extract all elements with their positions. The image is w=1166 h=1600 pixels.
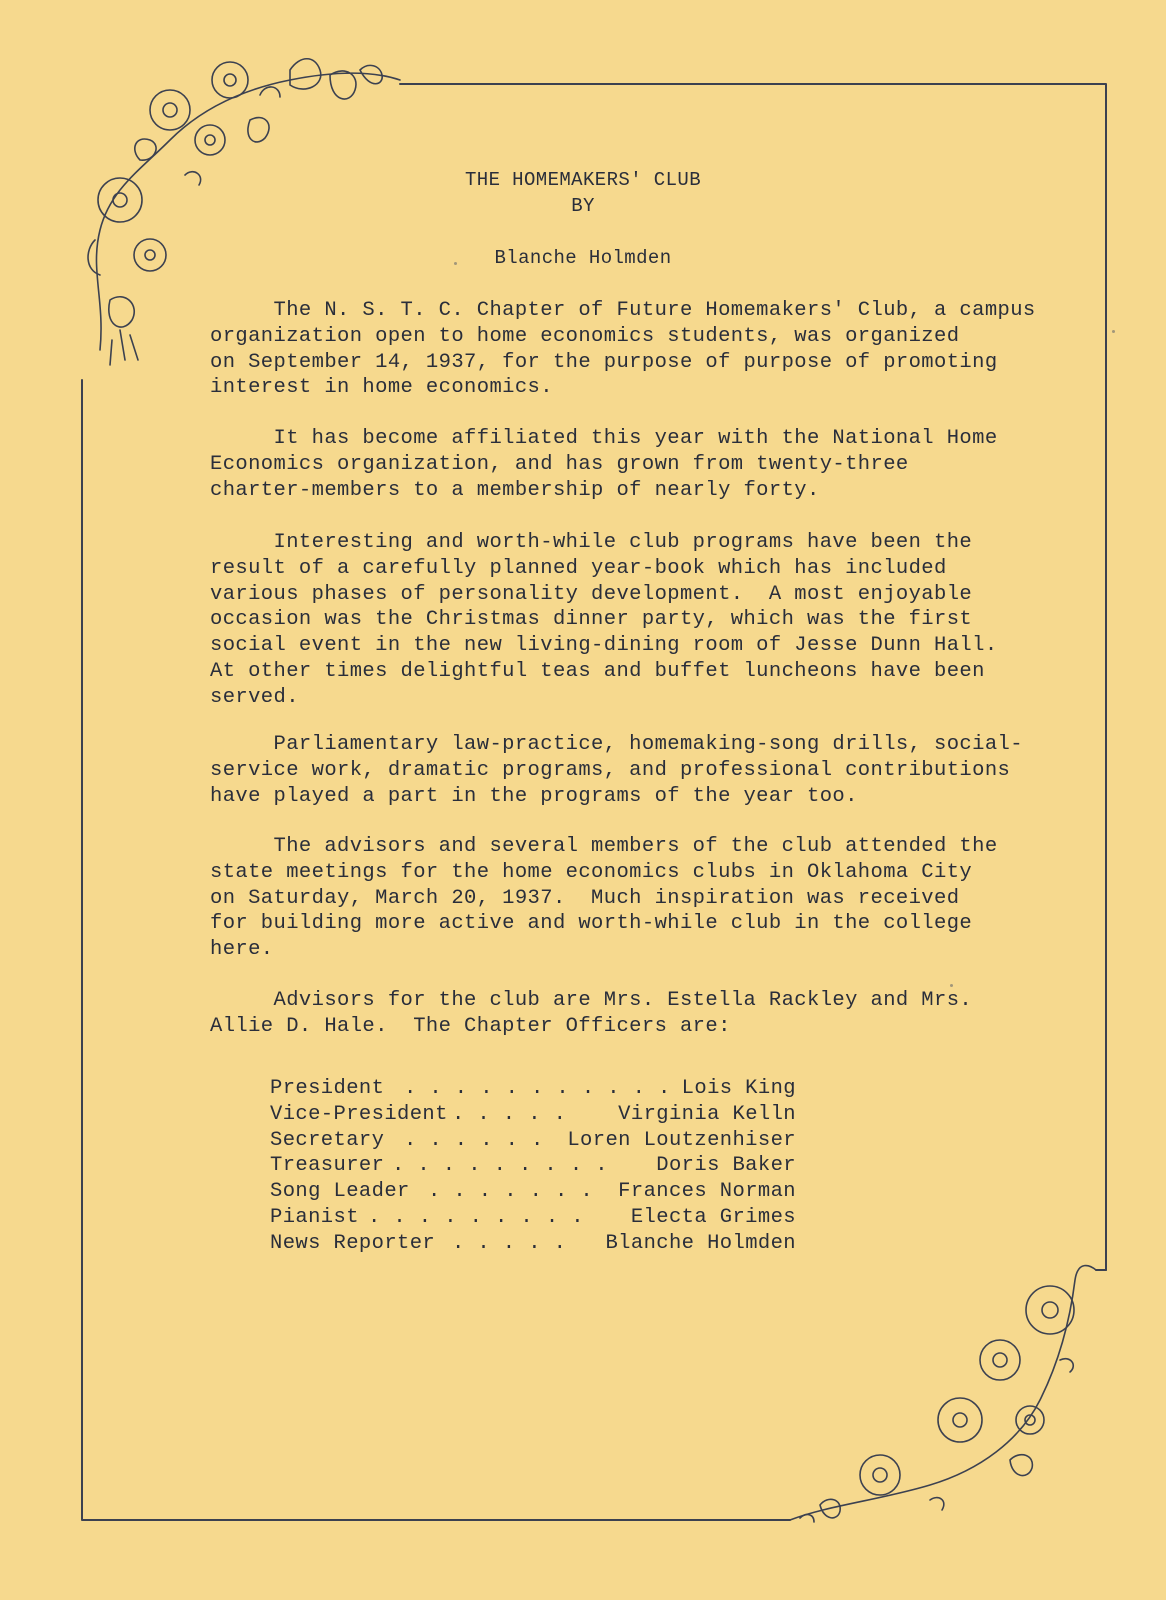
officer-row [270, 1232, 796, 1258]
officer-role: President [270, 1077, 385, 1100]
officer-role: Vice-President [270, 1102, 448, 1126]
paragraph-line: served. [210, 685, 299, 709]
paragraph-line: have played a part in the programs of the year too. [210, 784, 858, 808]
officer-row [270, 1077, 796, 1103]
officer-name: Virginia Kelln [618, 1102, 796, 1126]
paragraph-line: here. [210, 938, 274, 962]
paragraph-line: social event in the new living-dining room of Jesse Dunn Hall. [210, 634, 998, 658]
ink-speck [1112, 330, 1115, 333]
paragraph-line: It has become affiliated this year with the National Home [210, 427, 998, 450]
paragraph-line: result of a carefully planned year-book which has included [210, 556, 947, 580]
officer-row [270, 1180, 796, 1206]
officer-name: Electa Grimes [630, 1205, 796, 1229]
officer-name: Lois King [681, 1077, 796, 1100]
leader-dots: . . . . . . . [428, 1180, 594, 1204]
leader-dots: . . . . . . [404, 1128, 544, 1152]
paragraph-line: Parliamentary law-practice, homemaking-song drills, social- [210, 733, 1023, 756]
officer-role: Treasurer [270, 1154, 385, 1178]
paragraph-line: on September 14, 1937, for the purpose of purpose of promoting [210, 350, 998, 374]
officer-role: News Reporter [270, 1231, 436, 1255]
paragraph-line: various phases of personality development. A most enjoyable [210, 582, 973, 606]
officer-row [270, 1154, 796, 1180]
leader-dots: . . . . . [452, 1231, 567, 1255]
leader-dots: . . . . . . . . . [392, 1154, 608, 1178]
paragraph-line: The advisors and several members of the club attended the [210, 835, 998, 858]
paragraph-line: Advisors for the club are Mrs. Estella Rackley and Mrs. [210, 989, 973, 1012]
leader-dots: . . . . . [452, 1102, 567, 1126]
paragraph-line: The N. S. T. C. Chapter of Future Homemakers' Club, a campus [210, 299, 1036, 322]
paragraph-line: on Saturday, March 20, 1937. Much inspiration was received [210, 886, 960, 910]
paragraph-line: Allie D. Hale. The Chapter Officers are: [210, 1014, 731, 1038]
paragraph-line: charter-members to a membership of nearly forty. [210, 478, 820, 502]
author-name: Blanche Holmden [494, 247, 672, 269]
officer-role: Song Leader [270, 1180, 410, 1204]
byline-label: BY [571, 195, 595, 217]
paragraph-line: service work, dramatic programs, and professional contributions [210, 758, 1011, 782]
officer-row [270, 1129, 796, 1155]
paragraph-line: occasion was the Christmas dinner party, which was the first [210, 608, 973, 632]
paragraph-line: for building more active and worth-while club in the college [210, 912, 973, 936]
officer-row [270, 1206, 796, 1232]
leader-dots: . . . . . . . . . . . [404, 1077, 671, 1100]
paragraph-line: state meetings for the home economics clubs in Oklahoma City [210, 860, 973, 884]
officer-role: Pianist [270, 1205, 359, 1229]
leader-dots: . . . . . . . . . [368, 1205, 584, 1229]
ink-speck [950, 984, 953, 987]
paragraph-line: interest in home economics. [210, 376, 553, 400]
paragraph-line: At other times delightful teas and buffet luncheons have been [210, 660, 985, 683]
paragraph-line: Economics organization, and has grown from twenty-three [210, 452, 909, 476]
officer-name: Doris Baker [656, 1154, 796, 1178]
floral-corner-bottom-right-icon [790, 1266, 1096, 1522]
officer-role: Secretary [270, 1128, 385, 1152]
officer-row [270, 1103, 796, 1129]
paragraph-line: organization open to home economics students, was organized [210, 324, 960, 348]
page-title: THE HOMEMAKERS' CLUB [464, 169, 702, 191]
officer-name: Loren Loutzenhiser [567, 1128, 796, 1152]
officer-name: Blanche Holmden [605, 1231, 796, 1255]
officer-name: Frances Norman [618, 1180, 796, 1204]
paragraph-line: Interesting and worth-while club programs have been the [210, 531, 973, 554]
officers-list [270, 1077, 796, 1258]
